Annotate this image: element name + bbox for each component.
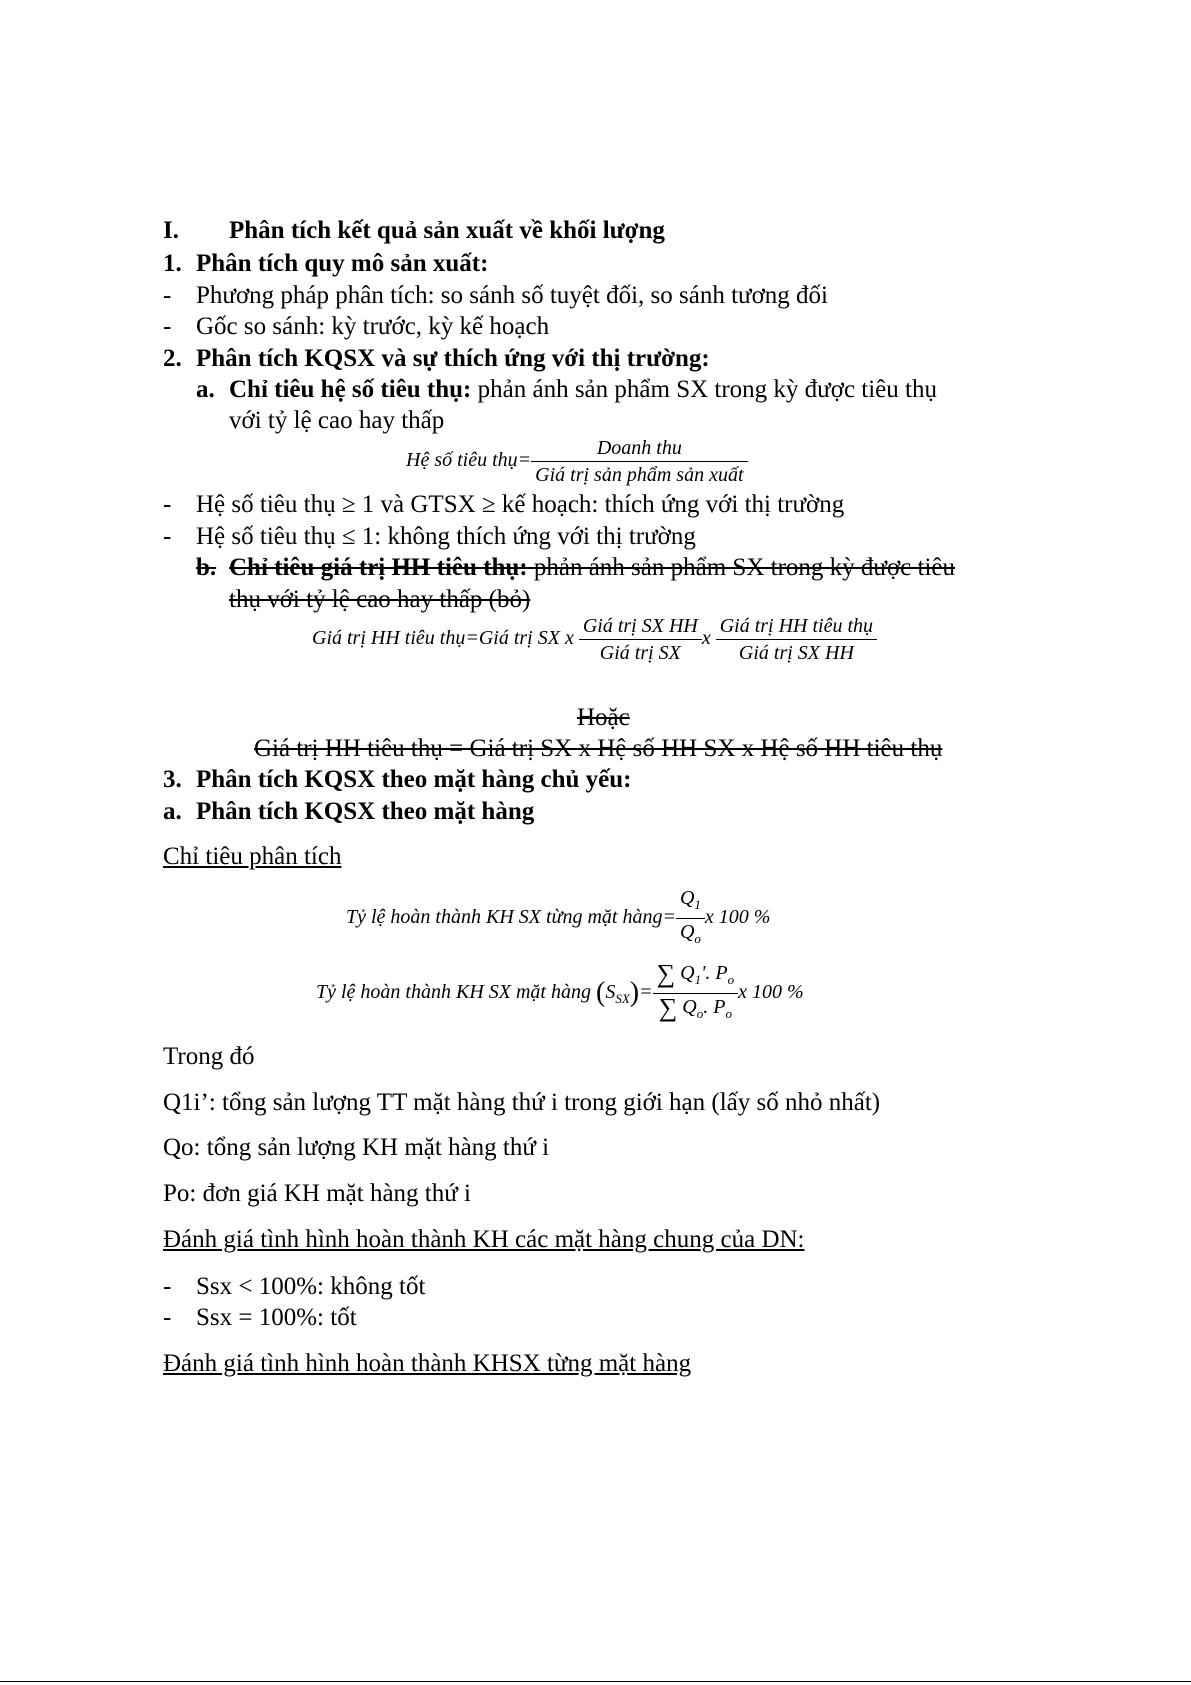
fraction-numerator: ∑ $Q_1'$. $P_o$	[653, 961, 739, 994]
fraction-denominator: Giá trị sản phẩm sản xuất	[535, 464, 744, 486]
item-3-title: Phân tích KQSX theo mặt hàng chủ yếu:	[196, 766, 632, 793]
bullet-not-adapt	[163, 522, 696, 552]
formula-fraction	[676, 886, 705, 951]
section-heading	[163, 216, 665, 246]
definition-q1i: Q1i’: tổng sản lượng TT mặt hàng thứ i trong giới hạn (lấy số nhỏ nhất)	[163, 1089, 881, 1116]
item-3a-title: Phân tích KQSX theo mặt hàng	[196, 798, 535, 825]
item-1-heading	[163, 249, 489, 279]
fraction-denominator: Giá trị SX	[599, 642, 681, 664]
bullet-dash: -	[163, 1304, 172, 1331]
bullet-text: Ssx < 100%: không tốt	[196, 1273, 426, 1300]
bullet-dash: -	[163, 491, 172, 518]
item-1-marker: 1.	[163, 250, 182, 277]
fraction-denominator: $Q_o$	[679, 921, 701, 946]
eval-bullet-good	[163, 1303, 357, 1333]
bullet-dash: -	[163, 313, 172, 340]
fraction-numerator: $Q_1$	[676, 886, 705, 919]
item-2-marker: 2.	[163, 345, 182, 372]
bullet-dash: -	[163, 1273, 172, 1300]
bullet-text: Ssx = 100%: tốt	[196, 1304, 357, 1331]
item-3a-heading	[163, 797, 535, 827]
bullet-dash: -	[163, 282, 172, 309]
eval-bullet-bad	[163, 1272, 426, 1302]
formula-lhs: Hệ số tiêu thụ=	[406, 449, 532, 472]
formula-goods-value	[312, 614, 877, 665]
item-2a-text-cont: với tỷ lệ cao hay thấp	[229, 407, 445, 434]
bullet-text: Phương pháp phân tích: so sánh số tuyệt đối, so sánh tương đối	[196, 282, 828, 309]
definition-po: Po: đơn giá KH mặt hàng thứ i	[163, 1180, 471, 1207]
item-2b-marker: b.	[196, 554, 217, 581]
item-2b	[196, 553, 956, 583]
formula-tail: x 100 %	[704, 906, 771, 929]
fraction-denominator: ∑ $Q_o$. $P_o$	[658, 993, 732, 1022]
item-3a-marker: a.	[163, 798, 182, 825]
formula-lhs: Giá trị HH tiêu thụ=Giá trị SX x	[312, 627, 574, 650]
bullet-text: Gốc so sánh: kỳ trước, kỳ kế hoạch	[196, 313, 550, 340]
formula-fraction-2	[716, 614, 877, 665]
item-2a	[196, 375, 937, 405]
fraction-numerator: Giá trị SX HH	[579, 614, 702, 640]
item-2a-text: phản ánh sản phẩm SX trong kỳ được tiêu thụ	[471, 376, 937, 403]
indicator-heading: Chỉ tiêu phân tích	[163, 843, 342, 870]
formula-lhs: Tỷ lệ hoàn thành KH SX mặt hàng	[316, 981, 591, 1004]
bullet-text: Hệ số tiêu thụ ≥ 1 và GTSX ≥ kế hoạch: thích ứng với thị trường	[196, 491, 845, 518]
evaluation-heading-2: Đánh giá tình hình hoàn thành KHSX từng mặt hàng	[163, 1350, 692, 1377]
bullet-text: Hệ số tiêu thụ ≤ 1: không thích ứng với thị trường	[196, 523, 696, 550]
formula-goods-value-alt: Giá trị HH tiêu thụ = Giá trị SX x Hệ số HH SX x Hệ số HH tiêu thụ	[254, 735, 943, 762]
item-2a-marker: a.	[196, 376, 215, 403]
item-2b-text: phản ánh sản phẩm SX trong kỳ được tiêu	[527, 554, 956, 581]
formula-tail: x 100 %	[738, 981, 804, 1004]
evaluation-heading: Đánh giá tình hình hoàn thành KH các mặt hàng chung của DN:	[163, 1226, 805, 1253]
item-2a-title: Chỉ tiêu hệ số tiêu thụ:	[229, 376, 472, 403]
item-2b-title: Chỉ tiêu giá trị HH tiêu thụ:	[229, 554, 528, 581]
page-bottom-rule	[0, 1681, 1191, 1682]
bullet-dash: -	[163, 523, 172, 550]
item-3-marker: 3.	[163, 766, 182, 793]
bullet-adapt	[163, 490, 845, 520]
item-3-heading	[163, 765, 632, 795]
or-label: Hoặc	[577, 704, 630, 731]
bullet-baseline	[163, 312, 550, 342]
formula-lhs: Tỷ lệ hoàn thành KH SX từng mặt hàng=	[346, 906, 676, 929]
fraction-denominator: Giá trị SX HH	[738, 642, 854, 664]
formula-fraction-1	[579, 614, 702, 665]
item-2b-text-cont: thụ với tỷ lệ cao hay thấp (bỏ)	[229, 586, 531, 613]
bullet-method	[163, 281, 828, 311]
item-2-heading	[163, 344, 710, 374]
where-label: Trong đó	[163, 1043, 255, 1070]
formula-item-completion	[346, 886, 770, 951]
fraction-numerator: Doanh thu	[531, 436, 747, 462]
item-1-title: Phân tích quy mô sản xuất:	[196, 250, 489, 277]
formula-fraction	[531, 436, 747, 487]
times-sign: x	[701, 627, 711, 650]
item-2-title: Phân tích KQSX và sự thích ứng với thị trường:	[196, 345, 710, 372]
section-marker: I.	[163, 217, 179, 244]
fraction-numerator: Giá trị HH tiêu thụ	[716, 614, 877, 640]
formula-consumption-ratio	[406, 436, 748, 487]
formula-overall-completion: Tỷ lệ hoàn thành KH SX mặt hàng $(S_{SX})=$ $\frac{\sum Q_1'. P_o}{\sum Q_o. P_o}$ x 100 %	[316, 961, 804, 1026]
definition-qo: Qo: tổng sản lượng KH mặt hàng thứ i	[163, 1134, 550, 1161]
section-title: Phân tích kết quả sản xuất về khối lượng	[229, 217, 665, 244]
formula-fraction	[653, 961, 739, 1026]
